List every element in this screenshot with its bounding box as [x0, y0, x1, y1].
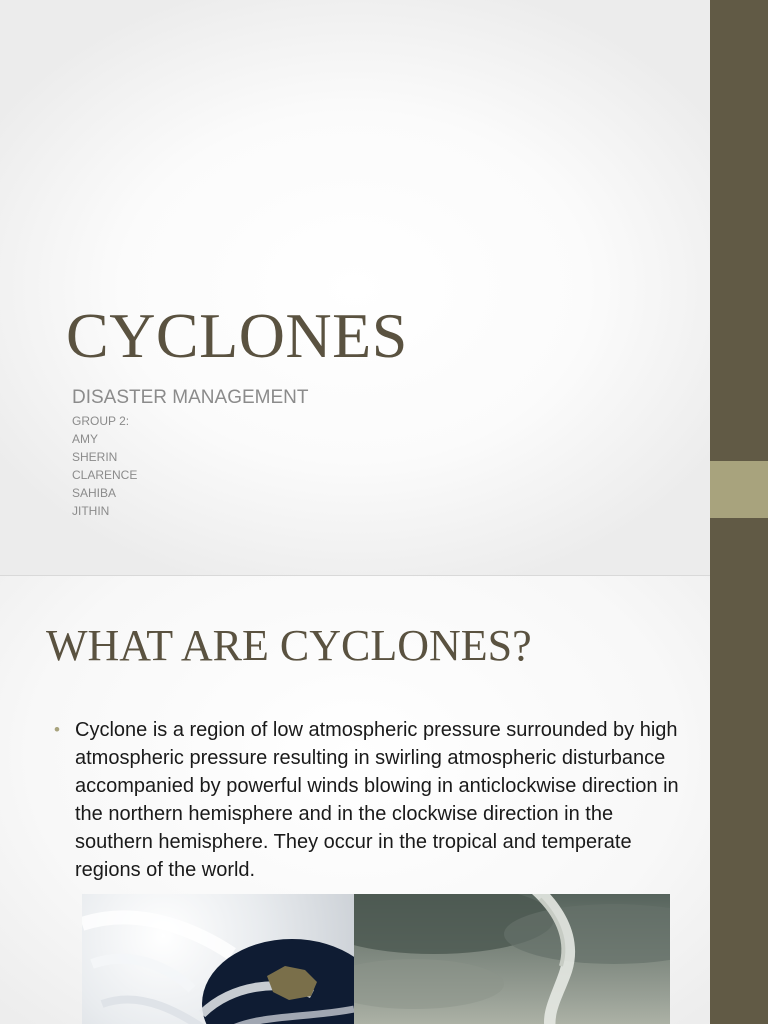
tornado-image	[354, 894, 670, 1024]
satellite-cyclone-image	[82, 894, 354, 1024]
group-members-list	[72, 412, 137, 520]
bullet-list	[54, 716, 694, 884]
bullet-icon: •	[54, 720, 60, 739]
bullet-text: Cyclone is a region of low atmospheric pressure surrounded by high atmospheric pressure resulting in swirling atmospheric disturbance accompanied by powerful winds blowing in anticlockwise direction in the northern hemisphere and in the clockwise direction in the southern hemisphere. They occur in the tropical and temperate regions of the world.	[75, 719, 679, 881]
content-slide	[0, 576, 710, 1024]
slide-heading: WHAT ARE CYCLONES?	[46, 621, 532, 670]
member-name: SHERIN	[72, 450, 118, 464]
tornado-illustration	[354, 894, 670, 1024]
decorative-sidebar	[710, 0, 768, 1024]
bullet-item	[54, 716, 694, 884]
member-name: JITHIN	[72, 504, 110, 518]
satellite-cyclone-illustration	[82, 894, 354, 1024]
member-name: AMY	[72, 432, 99, 446]
group-label: GROUP 2:	[72, 414, 130, 428]
member-name: SAHIBA	[72, 486, 117, 500]
sidebar-accent-block	[710, 461, 768, 518]
slide-title: CYCLONES	[66, 300, 408, 371]
slide-subtitle: DISASTER MANAGEMENT	[72, 387, 309, 408]
member-name: CLARENCE	[72, 468, 138, 482]
